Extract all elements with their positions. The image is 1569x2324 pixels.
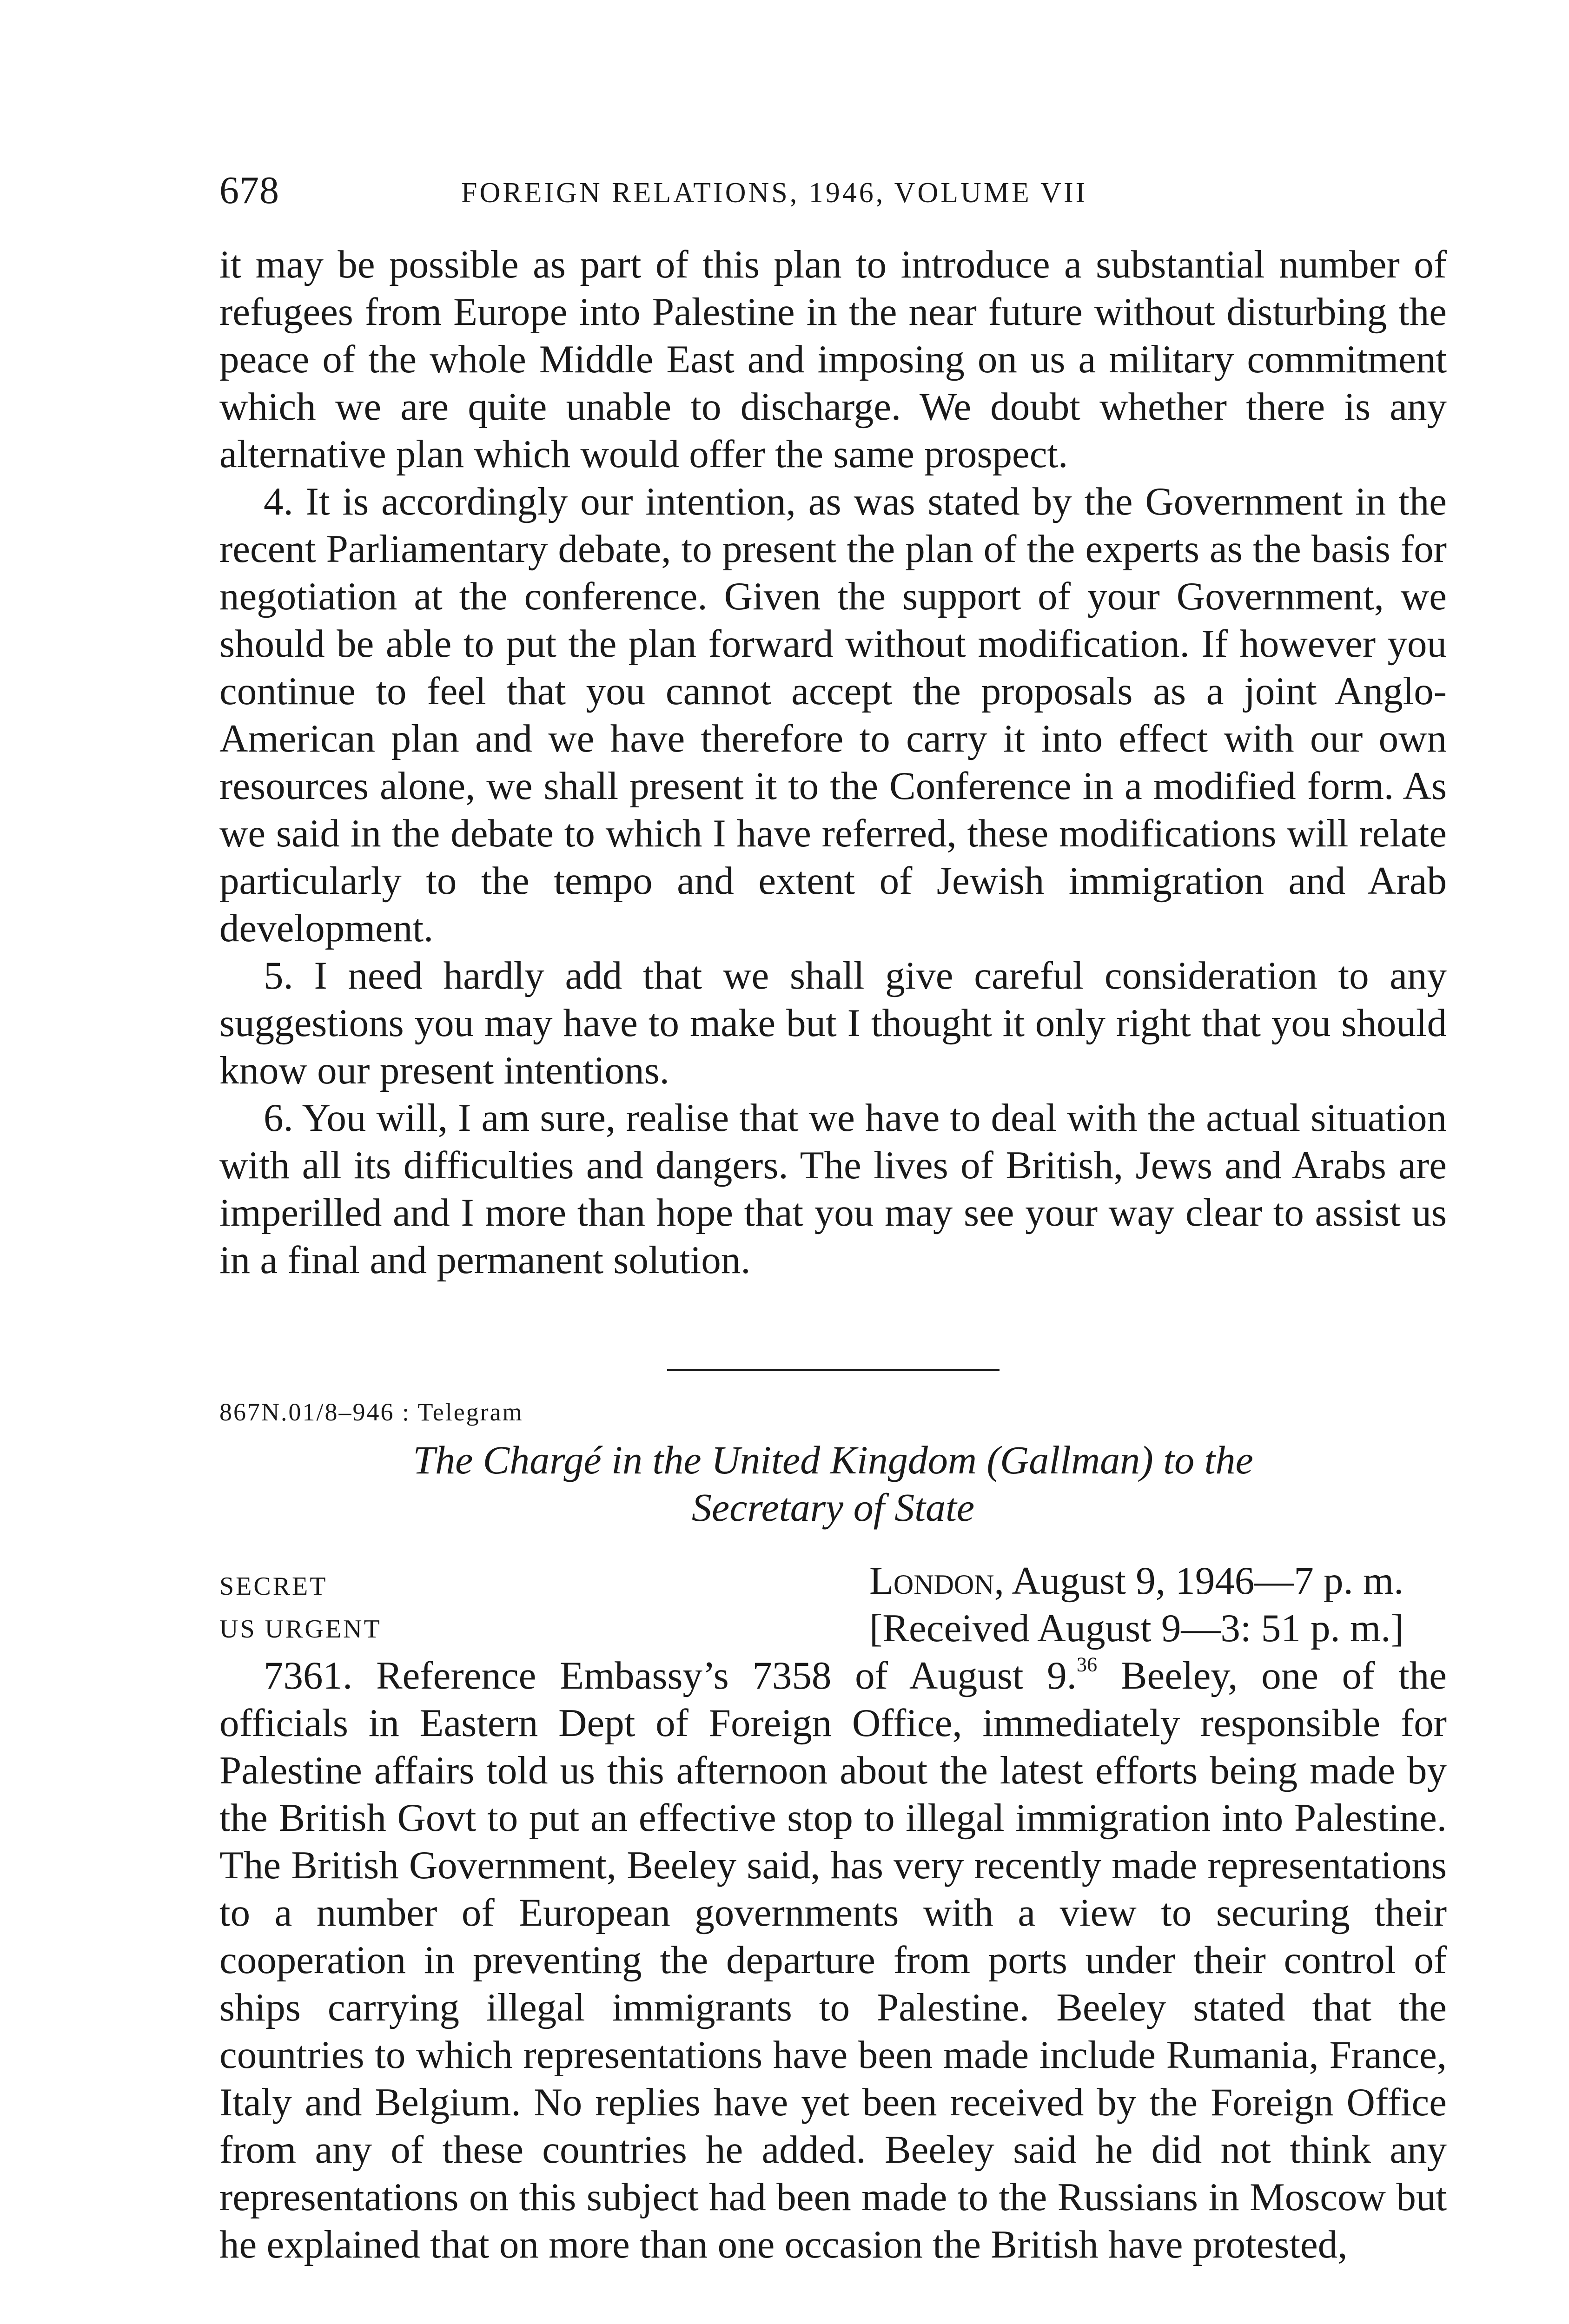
received-line: [Received August 9—3: 51 p. m.] <box>869 1606 1404 1650</box>
dateline-place: London <box>869 1559 994 1603</box>
running-head <box>219 165 1447 216</box>
document-title-line-1: The Chargé in the United Kingdom (Gallman) to the <box>413 1438 1253 1482</box>
telegram-body <box>219 1652 1447 2268</box>
dateline-date: , August 9, 1946—7 p. m. <box>994 1559 1404 1603</box>
telegram-body-start: 7361. Reference Embassy’s 7358 of August 9. <box>264 1654 1077 1697</box>
paragraph-continued: it may be possible as part of this plan to introduce a substantial number of refugees from Europe into Palestine in the near future without disturbing the peace of the whole Middle East and imposing on us a military commitment which we are quite unable to discharge. We doubt whether there is any alternative plan which would offer the same prospect. <box>219 243 1447 476</box>
previous-document-text <box>219 241 1447 1284</box>
telegram-paragraph <box>219 1652 1447 2268</box>
document-separator <box>667 1369 1000 1371</box>
classification-secret: SECRET <box>219 1572 328 1601</box>
paragraph-4: 4. It is accordingly our intention, as was stated by the Government in the recent Parliamentary debate, to present the plan of the experts as the basis for negotiation at the conference. Given the support of your Government, we should be able to put the plan forward without modification. If however you continue to feel that you cannot accept the proposals as a joint Anglo-American plan and we have therefore to carry it into effect with our own resources alone, we shall present it to the Conference in a modified form. As we said in the debate to which I have referred, these modifications will relate particularly to the tempo and extent of Jewish immigration and Arab development. <box>219 480 1447 950</box>
footnote-reference: 36 <box>1076 1653 1098 1676</box>
book-title: FOREIGN RELATIONS, 1946, VOLUME VII <box>461 177 1088 209</box>
classification-urgent: US URGENT <box>219 1615 382 1644</box>
dateline <box>869 1557 1447 1604</box>
telegram-body-rest: Beeley, one of the officials in Eastern Dept of Foreign Office, immediately responsible for Palestine affairs told us this afternoon about the latest efforts being made by the British Govt to put an effective stop to illegal immigration into Palestine. The British Government, Beeley said, has very recently made representations to a number of European governments with a view to securing their cooperation in preventing the departure from ports under their control of ships carrying illegal immigrants to Palestine. Beeley stated that the countries to which representations have been made include Rumania, France, Italy and Belgium. No replies have yet been received by the Foreign Office from any of these countries he added. Beeley said he did not think any representations on this subject had been made to the Russians in Moscow but he explained that on more than one occasion the British have protested, <box>219 1654 1447 2266</box>
paragraph-6: 6. You will, I am sure, realise that we have to deal with the actual situation with all its difficulties and dangers. The lives of British, Jews and Arabs are imperilled and I more than hope that you may see your way clear to assist us in a final and permanent solution. <box>219 1096 1447 1282</box>
document-title <box>219 1436 1447 1531</box>
page-number: 678 <box>219 169 279 212</box>
file-reference: 867N.01/8–946 : Telegram <box>219 1398 523 1426</box>
paragraph-5: 5. I need hardly add that we shall give careful consideration to any suggestions you may have to make but I thought it only right that you should know our present intentions. <box>219 954 1447 1092</box>
document-title-line-2: Secretary of State <box>691 1485 975 1530</box>
